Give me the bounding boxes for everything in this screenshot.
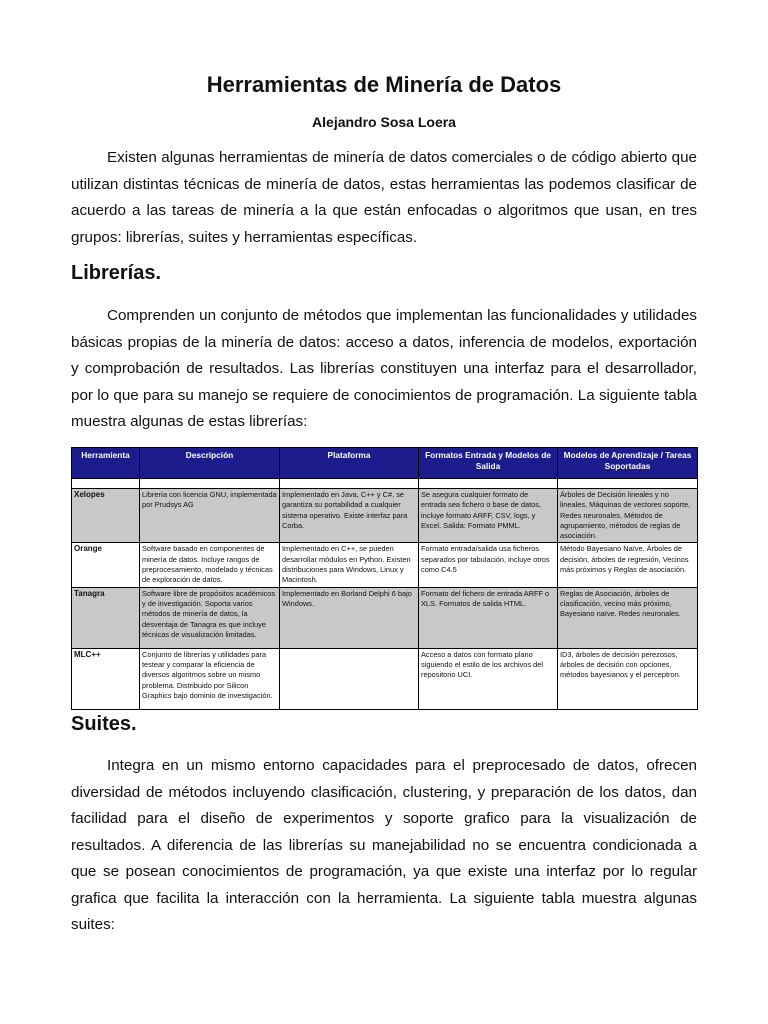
cell-descripcion: Conjunto de librerías y utilidades para testear y comparar la eficiencia de diversos algoritmos sobre un mismo problema. Distribuido por Silicon Graphics bajo dominio de investigación.: [140, 648, 280, 709]
header-herramienta: Herramienta: [72, 448, 140, 479]
document-author: Alejandro Sosa Loera: [312, 114, 456, 130]
table-spacer-row: [72, 479, 698, 489]
cell-herramienta: Xelopes: [72, 489, 140, 543]
cell-modelos: Método Bayesiano Naïve. Árboles de decisión, árboles de regresión, Vecinos más próximos y Reglas de asociación.: [558, 543, 698, 587]
table-row: [72, 543, 698, 587]
header-plataforma: Plataforma: [280, 448, 419, 479]
cell-formatos: Acceso a datos con formato plano siguiendo el estilo de los archivos del repositorio UCI.: [419, 648, 558, 709]
librerias-table: [71, 447, 698, 710]
cell-descripcion: Software libre de propósitos académicos y de investigación. Soporta varios métodos de minería de datos, la desventaja de Tanagra es que incluye técnicas de visualización limitadas.: [140, 587, 280, 648]
cell-herramienta: Tanagra: [72, 587, 140, 648]
intro-paragraph: [71, 145, 697, 251]
cell-formatos: Formato entrada/salida usa ficheros separados por tabulación, incluye otros como C4.5: [419, 543, 558, 587]
cell-descripcion: Librería con licencia GNU, implementada por Prudsys AG: [140, 489, 280, 543]
header-modelos: Modelos de Aprendizaje / Tareas Soportadas: [558, 448, 698, 479]
cell-herramienta: Orange: [72, 543, 140, 587]
table-row: [72, 587, 698, 648]
cell-plataforma: Implementado en Borland Delphi 6 bajo Windows.: [280, 587, 419, 648]
cell-formatos: Se asegura cualquier formato de entrada sea fichero o base de datos, incluye formato ARFF, CSV, logs, y Excel. Salida: Formato PMML.: [419, 489, 558, 543]
section-heading-suites: Suites.: [71, 713, 137, 735]
cell-modelos: ID3, árboles de decisión perezosos, árboles de decisión con opciones, métodos bayesianos y el perceptron.: [558, 648, 698, 709]
cell-modelos: Árboles de Decisión lineales y no lineales, Máquinas de vectores soporte, Redes neuronales, Métodos de agrupamiento, métodos de reglas de asociación.: [558, 489, 698, 543]
cell-plataforma: [280, 648, 419, 709]
cell-plataforma: Implementado en Java, C++ y C#, se garantiza su portabilidad a cualquier sistema operativo. Existe interfaz para Corba.: [280, 489, 419, 543]
header-formatos: Formatos Entrada y Modelos de Salida: [419, 448, 558, 479]
cell-plataforma: Implementado en C++, se pueden desarrollar módulos en Python. Existen distribuciones para Windows, Linux y Macintosh.: [280, 543, 419, 587]
table-row: [72, 489, 698, 543]
cell-herramienta: MLC++: [72, 648, 140, 709]
intro-text: Existen algunas herramientas de minería de datos comerciales o de código abierto que utilizan distintas técnicas de minería de datos, estas herramientas las podemos clasificar de acuerdo a las tareas de minería a la que están enfocadas o algoritmos que usan, en tres grupos: librerías, suites y herramientas específicas.: [71, 149, 697, 246]
header-descripcion: Descripción: [140, 448, 280, 479]
cell-formatos: Formato del fichero de entrada ARFF o XLS. Formatos de salida HTML.: [419, 587, 558, 648]
librerias-text: Comprenden un conjunto de métodos que implementan las funcionalidades y utilidades básicas propias de la minería de datos: acceso a datos, inferencia de modelos, exportación y comprobación de resultados. Las librerías constituyen una interfaz para el desarrollador, por lo que para su manejo se requiere de conocimientos de programación. La siguiente tabla muestra algunas de estas librerías:: [71, 307, 697, 430]
librerias-paragraph: [71, 303, 697, 436]
suites-text: Integra en un mismo entorno capacidades para el preprocesado de datos, ofrecen diversidad de métodos incluyendo clasificación, clustering, y preparación de los datos, dan facilidad para el diseño de experimentos y soporte grafico para la visualización de resultados. A diferencia de las librerías su manejabilidad no se encuentra condicionada a que se posean conocimientos de programación, ya que existe una interfaz por lo regular grafica que facilita la interacción con la herramienta. La siguiente tabla muestra algunas suites:: [71, 757, 697, 933]
table-header-row: [72, 448, 698, 479]
document-title: Herramientas de Minería de Datos: [206, 72, 562, 97]
suites-paragraph: [71, 753, 697, 939]
section-heading-librerias: Librerías.: [71, 262, 162, 284]
cell-modelos: Reglas de Asociación, árboles de clasificación, vecino más próximo, Bayesiano naïve. Redes neuronales.: [558, 587, 698, 648]
table-row: [72, 648, 698, 709]
cell-descripcion: Software basado en componentes de minería de datos. Incluye rangos de preprocesamiento, modelado y técnicas de exploración de datos.: [140, 543, 280, 587]
